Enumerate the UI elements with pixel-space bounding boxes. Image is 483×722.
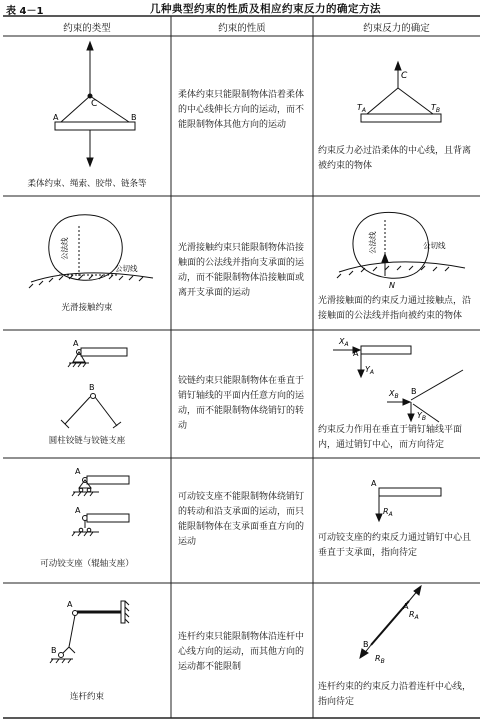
figure-flexible-reaction bbox=[313, 36, 480, 136]
label-a: A bbox=[53, 113, 59, 122]
arrow-head-icon bbox=[87, 42, 93, 50]
reaction-text-link: 连杆约束的约束反力沿着连杆中心线，指向待定 bbox=[318, 682, 472, 707]
type-caption-roller: 可动铰支座（辊轴支座） bbox=[40, 559, 134, 569]
arrow-head-icon bbox=[358, 370, 364, 377]
column-header-property: 约束的性质 bbox=[218, 23, 266, 34]
reaction-text-roller: 可动铰支座的约束反力通过销钉中心且垂直于支承面，指向待定 bbox=[318, 533, 472, 558]
label-normal-line: 公法线 bbox=[368, 231, 377, 254]
property-text-flexible: 柔体约束只能限制物体沿着柔体的中心线伸长方向的运动，而不能限制物体其他方向的运动 bbox=[178, 90, 305, 130]
label-tangent-line: 公切线 bbox=[423, 241, 446, 250]
label-b: B bbox=[363, 640, 369, 649]
label-xa: $X_A$ bbox=[339, 337, 349, 348]
label-ya: $Y_A$ bbox=[365, 365, 374, 376]
figure-roller-reaction bbox=[313, 458, 480, 528]
arrow-head-icon bbox=[403, 399, 410, 405]
label-a: A bbox=[73, 339, 79, 348]
arrow-head-icon bbox=[382, 254, 388, 262]
figure-flexible-constraint bbox=[3, 36, 171, 196]
figure-hinge-reaction bbox=[313, 330, 480, 425]
property-text-link: 连杆约束只能限制物体沿连杆中心线方向的运动，而其他方向的运动都不能限制 bbox=[178, 632, 305, 672]
label-normal-line: 公法线 bbox=[60, 237, 69, 260]
label-b: B bbox=[411, 387, 417, 396]
label-n: N bbox=[389, 281, 395, 290]
label-a: A bbox=[353, 349, 359, 358]
label-ra: $R_A$ bbox=[409, 610, 419, 621]
label-b: B bbox=[131, 113, 137, 122]
arrow-head-icon bbox=[87, 158, 93, 166]
label-b: B bbox=[89, 383, 95, 392]
label-tb: $T_B$ bbox=[431, 103, 441, 114]
table-number: 表 4－1 bbox=[6, 6, 44, 17]
arrow-head-icon bbox=[408, 414, 414, 421]
label-c: C bbox=[401, 71, 408, 81]
label-a: A bbox=[67, 600, 73, 609]
figure-link-reaction bbox=[313, 583, 480, 673]
type-caption-hinge: 圆柱铰链与铰链支座 bbox=[48, 436, 126, 446]
property-text-smooth: 光滑接触约束只能限制物体沿接触面的公法线并指向支承面的运动，而不能限制物体沿接触面或离开支承面的运动 bbox=[178, 243, 305, 298]
label-b: B bbox=[51, 646, 57, 655]
label-a: A bbox=[371, 479, 377, 488]
property-text-hinge: 铰链约束只能限制物体在垂直于销钉轴线的平面内任意方向的运动，而不能限制物体绕销钉的转动 bbox=[178, 376, 305, 431]
label-ra: $R_A$ bbox=[383, 507, 393, 518]
label-xb: $X_B$ bbox=[389, 389, 399, 400]
type-caption-smooth: 光滑接触约束 bbox=[61, 303, 113, 313]
table-title: 几种典型约束的性质及相应约束反力的确定方法 bbox=[150, 3, 381, 15]
arrow-head-icon bbox=[376, 514, 382, 521]
label-yb: $Y_B$ bbox=[417, 411, 427, 422]
label-a: A bbox=[403, 602, 409, 611]
column-header-type: 约束的类型 bbox=[63, 23, 111, 34]
reaction-text-hinge: 约束反力作用在垂直于销钉轴线平面内，通过销钉中心，而方向待定 bbox=[318, 425, 463, 450]
reaction-text-flexible: 约束反力必过沿柔体的中心线，且背离被约束的物体 bbox=[318, 146, 472, 171]
label-a: A bbox=[75, 467, 81, 476]
label-rb: $R_B$ bbox=[375, 654, 385, 665]
label-c: C bbox=[91, 99, 98, 109]
label-a: A bbox=[75, 506, 81, 515]
column-header-reaction: 约束反力的确定 bbox=[363, 23, 430, 34]
arrow-head-icon bbox=[395, 62, 401, 70]
label-tangent-line: 公切线 bbox=[115, 264, 138, 273]
label-ta: $T_A$ bbox=[357, 103, 366, 114]
property-text-roller: 可动铰支座不能限制物体绕销钉的转动和沿支承面的运动，而只能限制物体在支承面垂直方向的运动 bbox=[178, 492, 305, 547]
reaction-text-smooth: 光滑接触面的约束反力通过接触点，沿接触面的公法线并指向被约束的物体 bbox=[318, 296, 472, 321]
type-caption-link: 连杆约束 bbox=[69, 692, 104, 702]
figure-smooth-reaction bbox=[313, 196, 480, 296]
type-caption-flexible: 柔体约束、绳索、胶带、链条等 bbox=[27, 179, 147, 189]
